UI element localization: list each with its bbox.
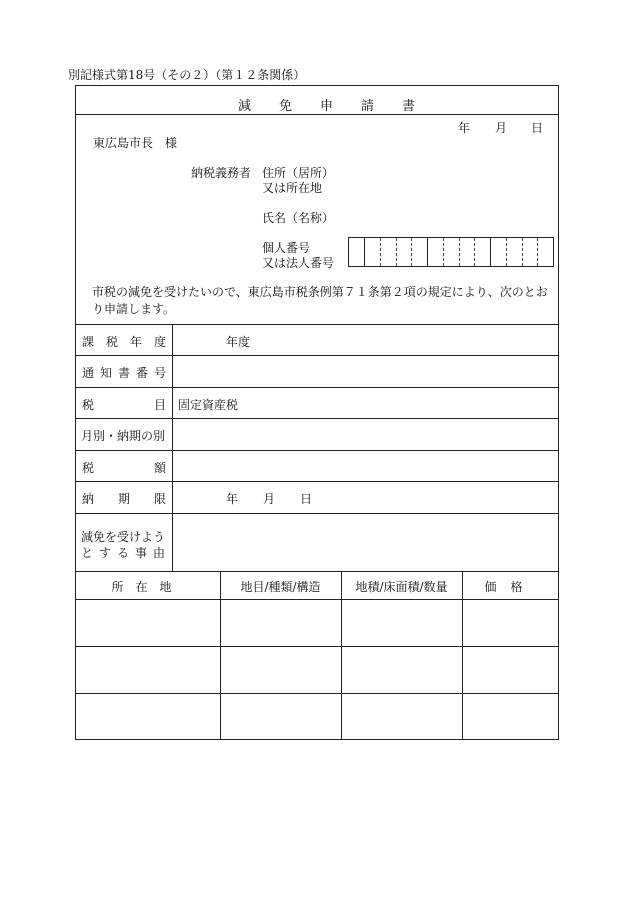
- table-row[interactable]: [75, 647, 559, 693]
- number-digit-cell[interactable]: [475, 238, 491, 266]
- header-price: 価格: [484, 580, 537, 594]
- number-digit-cell[interactable]: [444, 238, 460, 266]
- row-divider: [75, 481, 559, 482]
- date-year-label: 年: [458, 121, 471, 135]
- corporate-number-label: 又は法人番号: [262, 256, 335, 270]
- number-digit-cell[interactable]: [523, 238, 539, 266]
- number-digit-cell[interactable]: [381, 238, 397, 266]
- row-divider: [75, 387, 559, 388]
- header-land-category: 地目/種類/構造: [240, 580, 321, 594]
- number-digit-cell[interactable]: [397, 238, 413, 266]
- reason-label-line2: と す る 事 由: [81, 546, 165, 560]
- document-title: 減免申請書: [238, 99, 444, 114]
- address-label-alt: 又は所在地: [262, 181, 323, 195]
- due-date-year-label: 年: [226, 492, 239, 506]
- number-digit-cell[interactable]: [538, 238, 553, 266]
- addressee: 東広島市長 様: [93, 136, 178, 150]
- tax-item-value: 固定資産税: [178, 398, 239, 412]
- tax-amount-label: 税 額: [82, 461, 166, 475]
- number-digit-cell[interactable]: [491, 238, 507, 266]
- tax-year-value: 年度: [226, 335, 251, 349]
- number-digit-cell[interactable]: [507, 238, 523, 266]
- number-entry-grid[interactable]: [348, 237, 554, 267]
- tax-item-label: 税 目: [82, 398, 166, 412]
- application-statement: 市税の減免を受けたいので、東広島市税条例第７１条第２項の規定により、次のとおり申請します。: [92, 285, 548, 316]
- row-divider: [75, 513, 559, 514]
- due-date-day-label: 日: [300, 492, 313, 506]
- row-divider: [75, 418, 559, 419]
- date-month-label: 月: [495, 121, 508, 135]
- table-row[interactable]: [75, 600, 559, 646]
- header-area: 地積/床面積/数量: [355, 580, 448, 594]
- number-digit-cell[interactable]: [428, 238, 444, 266]
- section-divider: [75, 324, 559, 325]
- number-digit-cell[interactable]: [460, 238, 476, 266]
- due-date-label: 納 期 限: [82, 492, 166, 506]
- monthly-period-label: 月別・納期の別: [81, 429, 166, 443]
- row-divider: [75, 571, 559, 572]
- row-divider: [75, 450, 559, 451]
- personal-number-label: 個人番号: [262, 241, 311, 255]
- number-digit-cell[interactable]: [349, 238, 365, 266]
- header-location: 所在地: [111, 580, 184, 594]
- number-digit-cell[interactable]: [365, 238, 381, 266]
- form-label: 別記様式第18号（その２）（第１２条関係）: [68, 68, 306, 82]
- reason-label: 減免を受けよう: [81, 530, 166, 544]
- notice-number-label: 通 知 書 番 号: [82, 366, 166, 380]
- due-date-month-label: 月: [263, 492, 276, 506]
- address-label: 住所（居所）: [262, 166, 335, 180]
- row-divider: [75, 355, 559, 356]
- taxpayer-role-label: 納税義務者: [191, 166, 252, 180]
- label-column-divider: [172, 324, 173, 571]
- title-divider: [75, 114, 559, 115]
- name-label: 氏名（名称）: [262, 211, 335, 225]
- number-digit-cell[interactable]: [412, 238, 428, 266]
- date-day-label: 日: [531, 121, 544, 135]
- table-row[interactable]: [75, 694, 559, 740]
- tax-year-label-spaced: 課 税 年 度: [82, 335, 166, 349]
